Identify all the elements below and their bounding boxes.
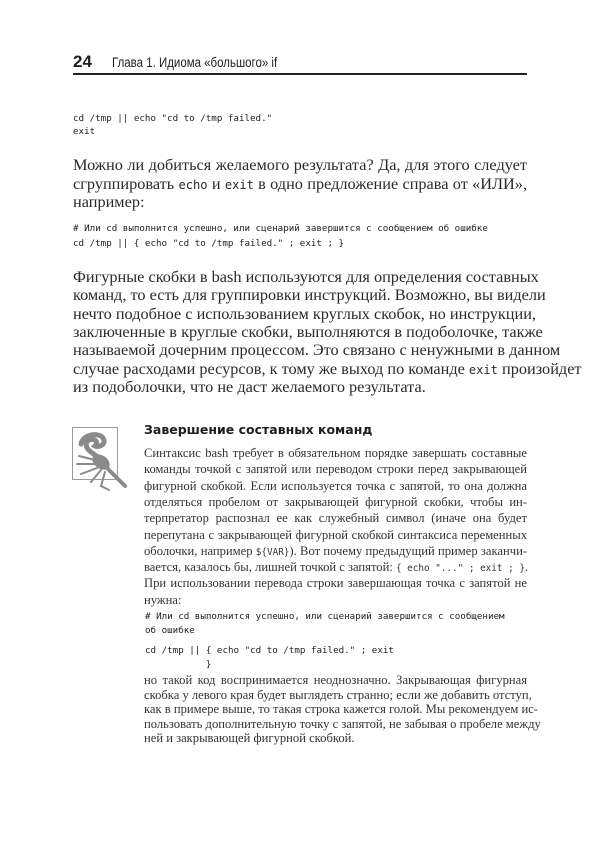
text-run: вается, казалось бы, лишней точкой с запятой:: [144, 560, 396, 575]
text-run: заключенные в круглые скобки, выполняются в подоболочке, также: [73, 321, 543, 341]
text-line: [144, 593, 527, 608]
text-line: [73, 155, 527, 175]
code-line: # Или cd выполнится успешно, или сценарий завершится с сообщением: [145, 611, 505, 622]
code-line: exit: [73, 126, 96, 137]
page-number: 24: [73, 52, 92, 71]
running-header: Глава 1. Идиома «большого» if: [112, 54, 278, 70]
text-run: Фигурные скобки в bash используются для определения составных: [73, 267, 539, 286]
note-heading: Завершение составных команд: [144, 422, 373, 437]
text-line: [144, 495, 527, 510]
text-run: называемой дочерним процессом. Это связано с ненужными в данном: [73, 340, 561, 360]
text-line: [144, 576, 527, 591]
text-run: При использовании перевода строки завершающая точка с запятой не: [144, 576, 527, 591]
text-run: например:: [73, 192, 145, 211]
text-line: [144, 511, 527, 526]
text-line: [144, 731, 527, 746]
text-line: [73, 340, 561, 360]
text-line: [73, 267, 539, 287]
text-line: [144, 673, 527, 688]
inline-code: exit: [468, 362, 498, 377]
code-line: cd /tmp || { echo "cd to /tmp failed." ; exit ; }: [73, 238, 345, 249]
text-run: пользовать дополнительную точку с запятой, не забывая о пробеле между: [144, 716, 541, 731]
inline-code: ${VAR}: [255, 546, 290, 558]
text-run: но такой код воспринимается неоднозначно. Закрывающая фигурная: [144, 673, 527, 687]
text-run: Можно ли добиться желаемого результата? Да, для этого следует: [73, 155, 527, 174]
header-rule: [73, 73, 527, 75]
inline-code: echo: [178, 177, 208, 192]
text-line: [73, 174, 527, 194]
code-line: # Или cd выполнится успешно, или сценарий завершится с сообщением об ошибке: [73, 223, 488, 234]
code-line: об ошибке: [145, 625, 195, 636]
text-run: как в примере выше, то такая строка кажется голой. Мы рекомендуем ис-: [144, 702, 538, 717]
text-line: [144, 716, 541, 732]
inline-code: { echo "..." ; exit ; }: [395, 563, 525, 575]
text-run: ней и закрывающей фигурной скобкой.: [144, 731, 355, 746]
text-run: команды точкой с запятой или переводом строки перед закрывающей: [144, 462, 527, 477]
text-line: [144, 446, 527, 461]
text-run: команд, то есть для группировки инструкций. Возможно, вы видели: [73, 285, 546, 305]
text-run: .: [524, 560, 529, 575]
text-line: [73, 192, 527, 212]
text-line: [144, 544, 527, 559]
text-run: терпретатор распознал ее как служебный символ (иначе она будет: [144, 511, 527, 526]
text-run: перепутана с закрывающей фигурной скобкой синтаксиса переменных: [144, 527, 527, 542]
text-run: и: [207, 173, 225, 193]
text-run: нужна:: [144, 592, 182, 607]
text-run: скобка у левого края будет выглядеть странно; если же добавить отступ,: [144, 687, 532, 702]
text-run: Синтаксис bash требует в обязательном порядке завершать составные: [144, 446, 527, 460]
text-line: [144, 462, 527, 477]
text-line: [73, 358, 582, 379]
text-line: [73, 377, 527, 397]
code-line: }: [145, 659, 212, 670]
code-line: cd /tmp || echo "cd to /tmp failed.": [73, 113, 273, 124]
code-line: cd /tmp || { echo "cd to /tmp failed." ; exit: [145, 645, 394, 656]
text-run: фигурной скобкой. Если используется точка с запятой, то она должна: [144, 478, 527, 493]
text-run: в одно предложение справа от «ИЛИ»,: [253, 173, 528, 193]
text-line: [144, 528, 527, 543]
text-run: отделяться пробелом от закрывающей фигурной скобки, чтобы ин-: [144, 494, 527, 509]
text-run: из подоболочки, что не даст желаемого результата.: [73, 376, 426, 396]
text-run: нечто подобное с использованием круглых скобок, но инструкции,: [73, 303, 537, 323]
text-line: [73, 285, 546, 305]
text-line: [144, 702, 538, 717]
text-line: [73, 321, 543, 342]
text-line: [144, 687, 532, 703]
text-line: [144, 560, 527, 575]
text-run: произойдет: [497, 358, 582, 378]
text-run: случае расходами ресурсов, к тому же выход по команде: [73, 358, 469, 378]
text-line: [144, 479, 527, 494]
text-run: сгруппировать: [73, 173, 179, 193]
text-run: оболочки, например: [144, 543, 256, 558]
scorpion-icon: [72, 427, 118, 480]
text-run: ). Вот почему предыдущий пример заканчи-: [289, 543, 527, 558]
text-line: [73, 303, 537, 324]
inline-code: exit: [224, 177, 254, 192]
